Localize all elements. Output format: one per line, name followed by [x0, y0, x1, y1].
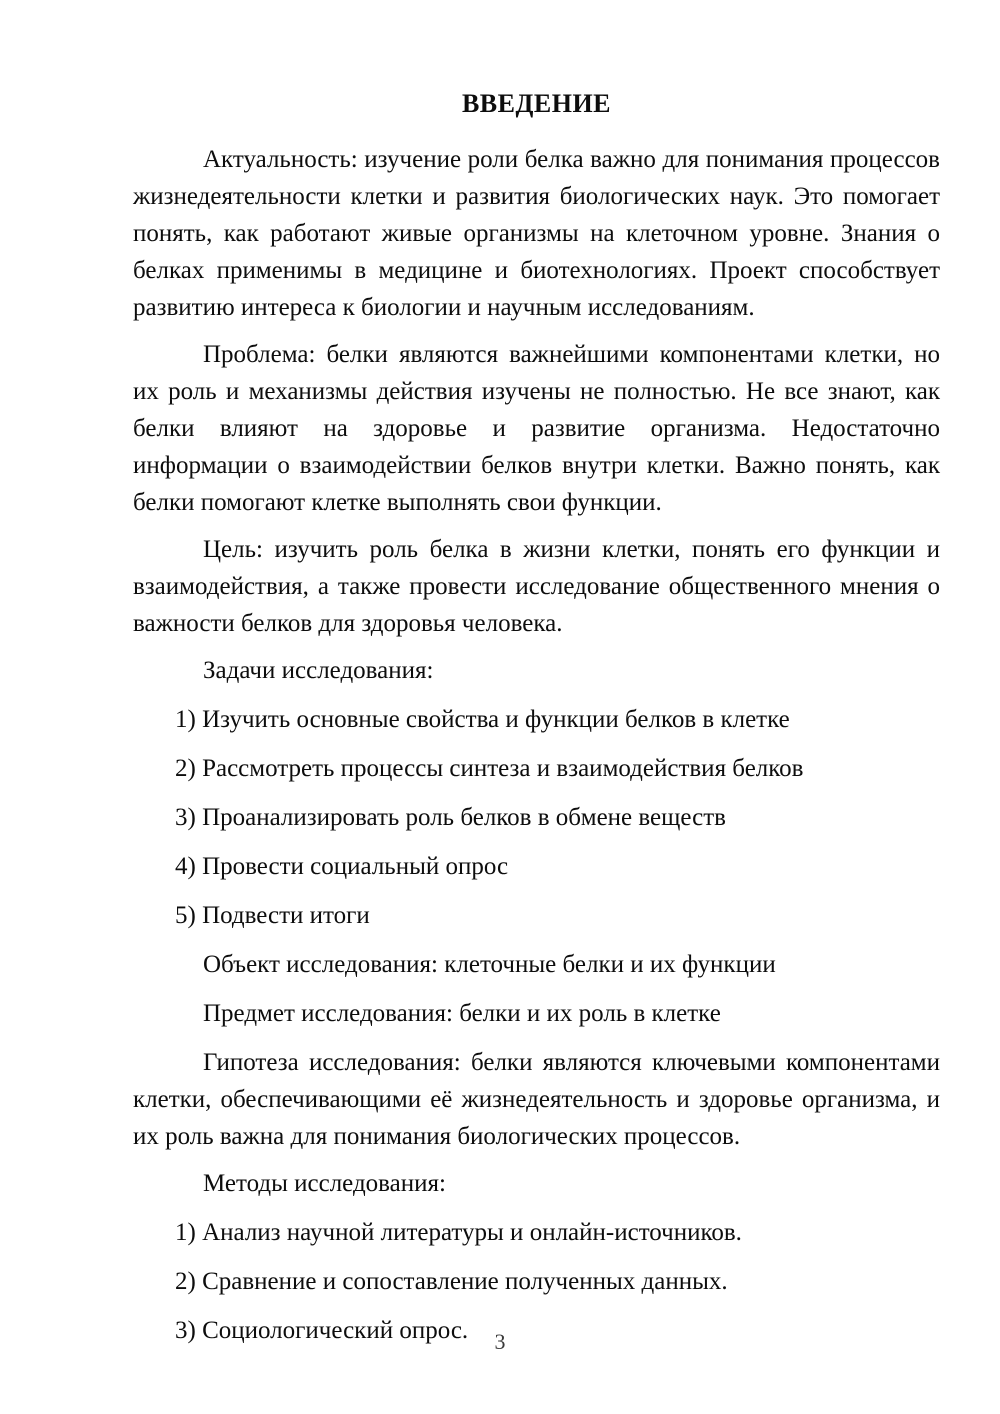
paragraph-relevance: Актуальность: изучение роли белка важно для понимания процессов жизнедеятельности клетки и развития биологических наук. Это помогает понять, как работают живые организмы на клеточном уровне. Знания о белках применимы в медицине и биотехнологиях. Проект способствует развитию интереса к биологии и научным исследованиям.: [133, 145, 940, 321]
page-number: 3: [494, 1329, 506, 1354]
list-item: 1) Изучить основные свойства и функции белков в клетке: [175, 705, 790, 733]
document-body: [133, 88, 940, 1361]
methods-heading: Методы исследования:: [203, 1169, 446, 1197]
paragraph-goal: Цель: изучить роль белка в жизни клетки, понять его функции и взаимодействия, а также провести исследование общественного мнения о важности белков для здоровья человека.: [133, 535, 940, 637]
list-item: 2) Сравнение и сопоставление полученных данных.: [175, 1267, 728, 1295]
list-item: 1) Анализ научной литературы и онлайн-источников.: [175, 1218, 742, 1246]
list-item: 3) Социологический опрос.: [175, 1316, 469, 1344]
page-title: ВВЕДЕНИЕ: [461, 89, 612, 118]
object-of-research: Объект исследования: клеточные белки и их функции: [203, 950, 776, 978]
subject-of-research: Предмет исследования: белки и их роль в клетке: [203, 999, 721, 1027]
list-item: 3) Проанализировать роль белков в обмене веществ: [175, 803, 726, 831]
list-item: 4) Провести социальный опрос: [175, 852, 509, 880]
paragraph-problem: Проблема: белки являются важнейшими компонентами клетки, но их роль и механизмы действия изучены не полностью. Не все знают, как белки влияют на здоровье и развитие организма. Недостаточно информации о взаимодействии белков внутри клетки. Важно понять, как белки помогают клетке выполнять свои функции.: [133, 340, 940, 516]
list-item: 2) Рассмотреть процессы синтеза и взаимодействия белков: [175, 754, 804, 782]
list-item: 5) Подвести итоги: [175, 901, 370, 929]
tasks-heading: Задачи исследования:: [203, 656, 434, 684]
paragraph-hypothesis: Гипотеза исследования: белки являются ключевыми компонентами клетки, обеспечивающими её жизнедеятельность и здоровье организма, и их роль важна для понимания биологических процессов.: [133, 1048, 940, 1150]
